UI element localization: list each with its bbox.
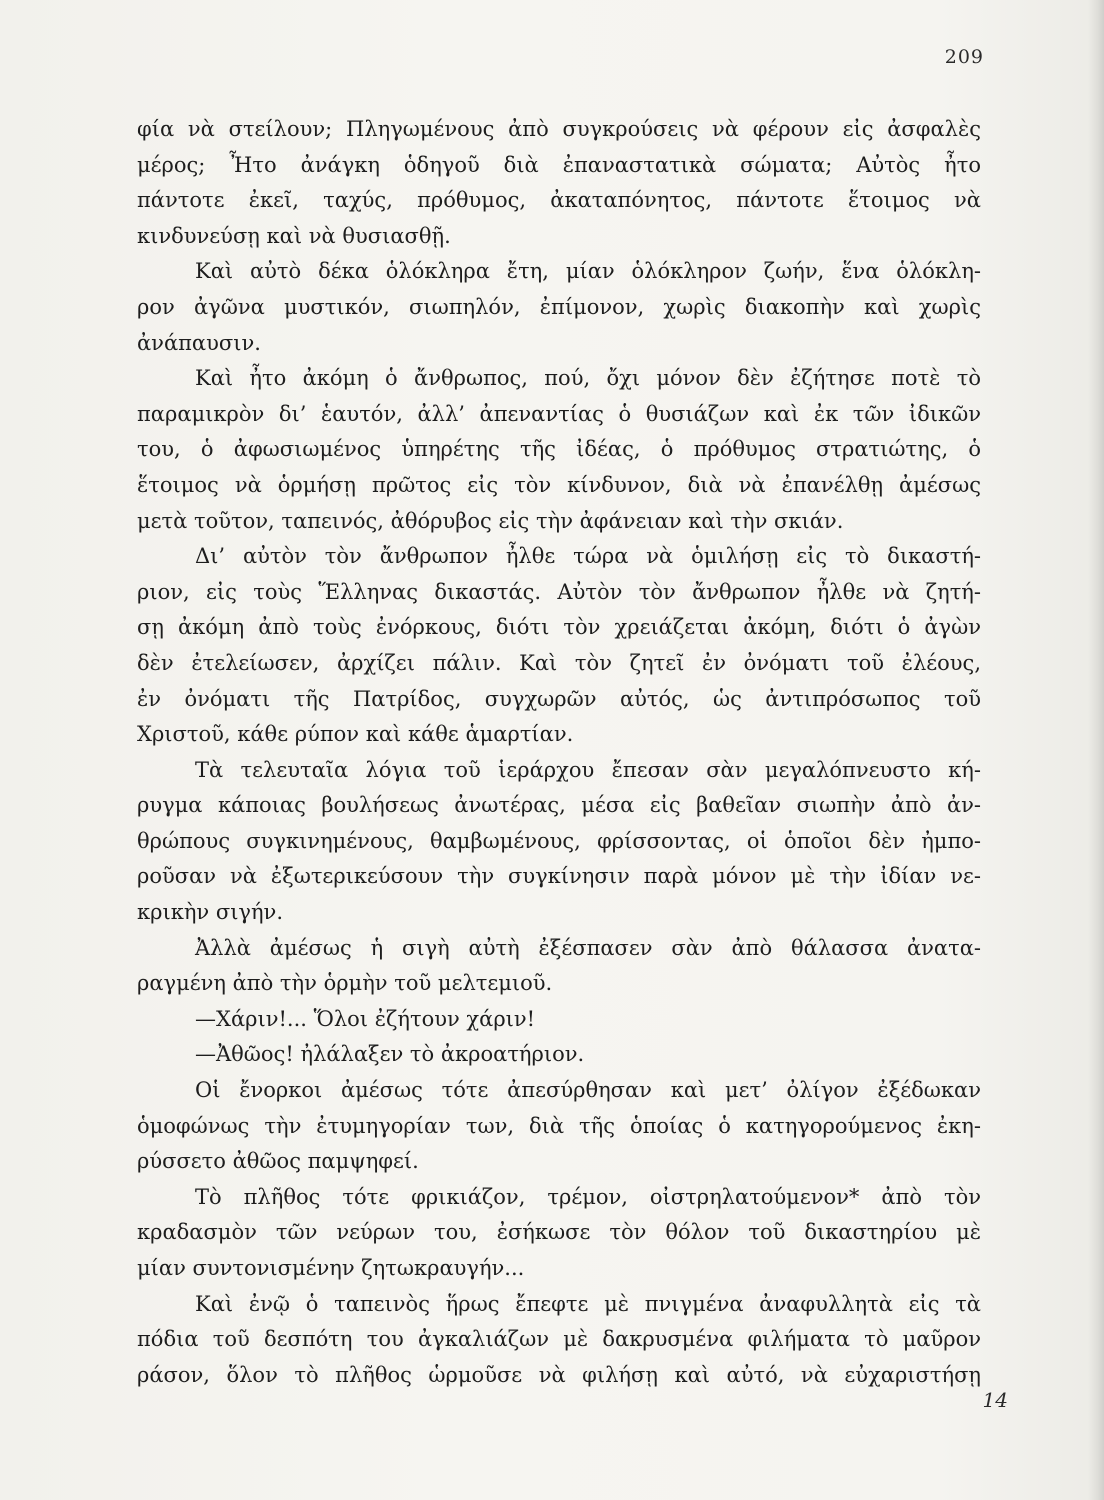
text-line: ρυγμα κάποιας βουλήσεως ἀνωτέρας, μέσα εἰς βαθεῖαν σιωπὴν ἀπὸ ἀν- (137, 793, 981, 818)
paragraph (137, 1180, 981, 1287)
text-line: Οἱ ἔνορκοι ἀμέσως τότε ἀπεσύρθησαν καὶ μετ’ ὀλίγον ἐξέδωκαν (195, 1078, 981, 1103)
text-line: φία νὰ στείλουν; Πληγωμένους ἀπὸ συγκρούσεις νὰ φέρουν εἰς ἀσφαλὲς (137, 117, 981, 141)
printer-signature-mark: 14 (982, 1388, 1008, 1412)
paragraph (137, 1073, 981, 1180)
text-line: Καὶ αὐτὸ δέκα ὁλόκληρα ἔτη, μίαν ὁλόκληρον ζωήν, ἕνα ὁλόκλη- (195, 259, 981, 284)
text-line: —Χάριν!... Ὅλοι ἐζήτουν χάριν! (195, 1006, 536, 1031)
text-line: κινδυνεύσῃ καὶ νὰ θυσιασθῇ. (137, 223, 451, 248)
text-line: μέρος; Ἦτο ἀνάγκη ὁδηγοῦ διὰ ἐπαναστατικὰ σώματα; Αὐτὸς ἦτο (137, 152, 981, 177)
text-line: Ἀλλὰ ἀμέσως ἡ σιγὴ αὐτὴ ἐξέσπασεν σὰν ἀπὸ θάλασσα ἀνατα- (195, 935, 981, 960)
text-line: ριον, εἰς τοὺς Ἕλληνας δικαστάς. Αὐτὸν τὸν ἄνθρωπον ἦλθε νὰ ζητή- (137, 579, 981, 604)
text-line: Τὰ τελευταῖα λόγια τοῦ ἱεράρχου ἔπεσαν σὰν μεγαλόπνευστο κή- (195, 757, 981, 782)
text-line: ρον ἀγῶνα μυστικόν, σιωπηλόν, ἐπίμονον, χωρὶς διακοπὴν καὶ χωρὶς (137, 294, 981, 319)
text-line: παραμικρὸν δι’ ἑαυτόν, ἀλλ’ ἀπεναντίας ὁ θυσιάζων καὶ ἐκ τῶν ἰδικῶν (137, 401, 981, 426)
text-line: θρώπους συγκινημένους, θαμβωμένους, φρίσσοντας, οἱ ὁποῖοι δὲν ἠμπο- (137, 828, 981, 853)
text-line: ροῦσαν νὰ ἐξωτερικεύσουν τὴν συγκίνησιν παρὰ μόνον μὲ τὴν ἰδίαν νε- (137, 864, 981, 889)
paragraph (137, 1287, 981, 1394)
text-line: του, ὁ ἀφωσιωμένος ὑπηρέτης τῆς ἰδέας, ὁ πρόθυμος στρατιώτης, ὁ (137, 437, 981, 462)
paragraph (137, 254, 981, 361)
text-line: μίαν συντονισμένην ζητωκραυγήν... (137, 1256, 525, 1280)
text-line: Δι’ αὐτὸν τὸν ἄνθρωπον ἦλθε τώρα νὰ ὁμιλήσῃ εἰς τὸ δικαστή- (195, 544, 981, 569)
text-line: ἐν ὀνόματι τῆς Πατρίδος, συγχωρῶν αὐτός, ὡς ἀντιπρόσωπος τοῦ (137, 686, 981, 711)
text-line: πάντοτε ἐκεῖ, ταχύς, πρόθυμος, ἀκαταπόνητος, πάντοτε ἕτοιμος νὰ (137, 188, 981, 213)
text-line: ραγμένη ἀπὸ τὴν ὁρμὴν τοῦ μελτεμιοῦ. (137, 971, 553, 996)
paragraph (137, 112, 981, 254)
text-line: ὁμοφώνως τὴν ἐτυμηγορίαν των, διὰ τῆς ὁποίας ὁ κατηγορούμενος ἐκη- (137, 1113, 981, 1138)
paragraph (137, 1037, 981, 1073)
text-line: Καὶ ἦτο ἀκόμη ὁ ἄνθρωπος, πού, ὄχι μόνον δὲν ἐζήτησε ποτὲ τὸ (195, 366, 981, 391)
paragraph (137, 361, 981, 539)
text-line: δὲν ἐτελείωσεν, ἀρχίζει πάλιν. Καὶ τὸν ζητεῖ ἐν ὀνόματι τοῦ ἐλέους, (137, 650, 981, 675)
page-edge-shadow (1088, 0, 1104, 1500)
text-line: πόδια τοῦ δεσπότη του ἀγκαλιάζων μὲ δακρυσμένα φιλήματα τὸ μαῦρον (137, 1327, 981, 1352)
text-line: μετὰ τοῦτον, ταπεινός, ἀθόρυβος εἰς τὴν ἀφάνειαν καὶ τὴν σκιάν. (137, 508, 844, 533)
text-line: Χριστοῦ, κάθε ρύπον καὶ κάθε ἁμαρτίαν. (137, 722, 574, 747)
body-text (137, 112, 981, 1393)
paragraph (137, 931, 981, 1002)
text-line: σῃ ἀκόμη ἀπὸ τοὺς ἐνόρκους, διότι τὸν χρειάζεται ἀκόμη, διότι ὁ ἀγὼν (137, 615, 981, 640)
page-number: 209 (944, 46, 984, 68)
text-line: ἀνάπαυσιν. (137, 330, 261, 355)
text-line: ράσον, ὅλον τὸ πλῆθος ὡρμοῦσε νὰ φιλήσῃ καὶ αὐτό, νὰ εὐχαριστήσῃ (137, 1362, 981, 1387)
paragraph (137, 539, 981, 753)
paragraph (137, 753, 981, 931)
text-line: Καὶ ἐνῷ ὁ ταπεινὸς ἥρως ἔπεφτε μὲ πνιγμένα ἀναφυλλητὰ εἰς τὰ (195, 1291, 981, 1316)
text-line: ρύσσετο ἀθῶος παμψηφεί. (137, 1149, 419, 1174)
paragraph (137, 1002, 981, 1038)
text-line: κρικὴν σιγήν. (137, 900, 283, 925)
text-line: ἕτοιμος νὰ ὁρμήσῃ πρῶτος εἰς τὸν κίνδυνον, διὰ νὰ ἐπανέλθῃ ἀμέσως (137, 472, 981, 497)
text-line: κραδασμὸν τῶν νεύρων του, ἐσήκωσε τὸν θόλον τοῦ δικαστηρίου μὲ (137, 1220, 981, 1245)
text-line: Τὸ πλῆθος τότε φρικιάζον, τρέμον, οἰστρηλατούμενον* ἀπὸ τὸν (195, 1184, 981, 1209)
text-line: —Ἀθῶος! ἠλάλαξεν τὸ ἀκροατήριον. (195, 1042, 585, 1067)
